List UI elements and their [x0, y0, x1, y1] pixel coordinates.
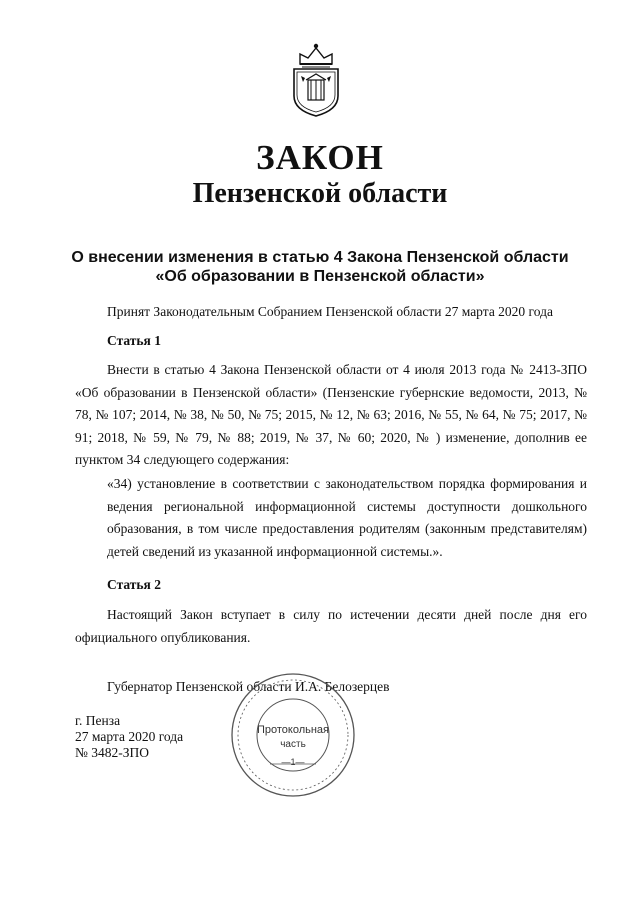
- place-city: г. Пенза: [75, 713, 121, 728]
- document-title: ЗАКОН: [256, 138, 384, 177]
- article-2-text: Настоящий Закон вступает в силу по истечении десяти дней после дня его официального опубликования.: [75, 607, 587, 645]
- stamp-page-number: [228, 757, 358, 767]
- stamp-page-dash-right: —: [295, 757, 305, 767]
- stamp-page-value: 1: [290, 757, 296, 767]
- article-1-title: Статья 1: [107, 333, 161, 348]
- stamp-text-line-1: Протокольная: [256, 724, 330, 736]
- coat-of-arms-icon: [286, 38, 346, 118]
- stamp-page-dash-left: —: [281, 757, 291, 767]
- law-heading-line-2: «Об образовании в Пензенской области»: [155, 268, 485, 285]
- document-subtitle: Пензенской области: [192, 178, 448, 209]
- adoption-note: Принят Законодательным Собранием Пензенской области 27 марта 2020 года: [107, 304, 553, 319]
- law-heading: [60, 248, 580, 286]
- stamp-text-line-2: часть: [280, 739, 306, 750]
- article-1-quote: «34) установление в соответствии с законодательством порядка формирования и ведения региональной информационной системы доступности дошкольного образования, в том числе предоставления родителям (законным представителям) детей сведений из указанной информационной системы.».: [107, 476, 587, 559]
- governor-signature: Губернатор Пензенской области И.А. Белозерцев: [107, 679, 390, 694]
- place-date: 27 марта 2020 года: [75, 729, 184, 744]
- article-1-text: Внести в статью 4 Закона Пензенской области от 4 июля 2013 года № 2413-ЗПО «Об образовании в Пензенской области» (Пензенские губернские ведомости, 2013, № 78, № 107; 2014, № 38, № 50, № 75; 2015, № 12, № 63; 2016, № 55, № 64, № 75; 2017, № 91; 2018, № 59, № 79, № 88; 2019, № 37, № 60; 2020, № ) изменение, дополнив ее пунктом 34 следующего содержания:: [75, 362, 587, 467]
- article-2-title: Статья 2: [107, 577, 161, 592]
- law-heading-line-1: О внесении изменения в статью 4 Закона Пензенской области: [71, 249, 569, 266]
- law-number: № 3482-ЗПО: [75, 745, 150, 760]
